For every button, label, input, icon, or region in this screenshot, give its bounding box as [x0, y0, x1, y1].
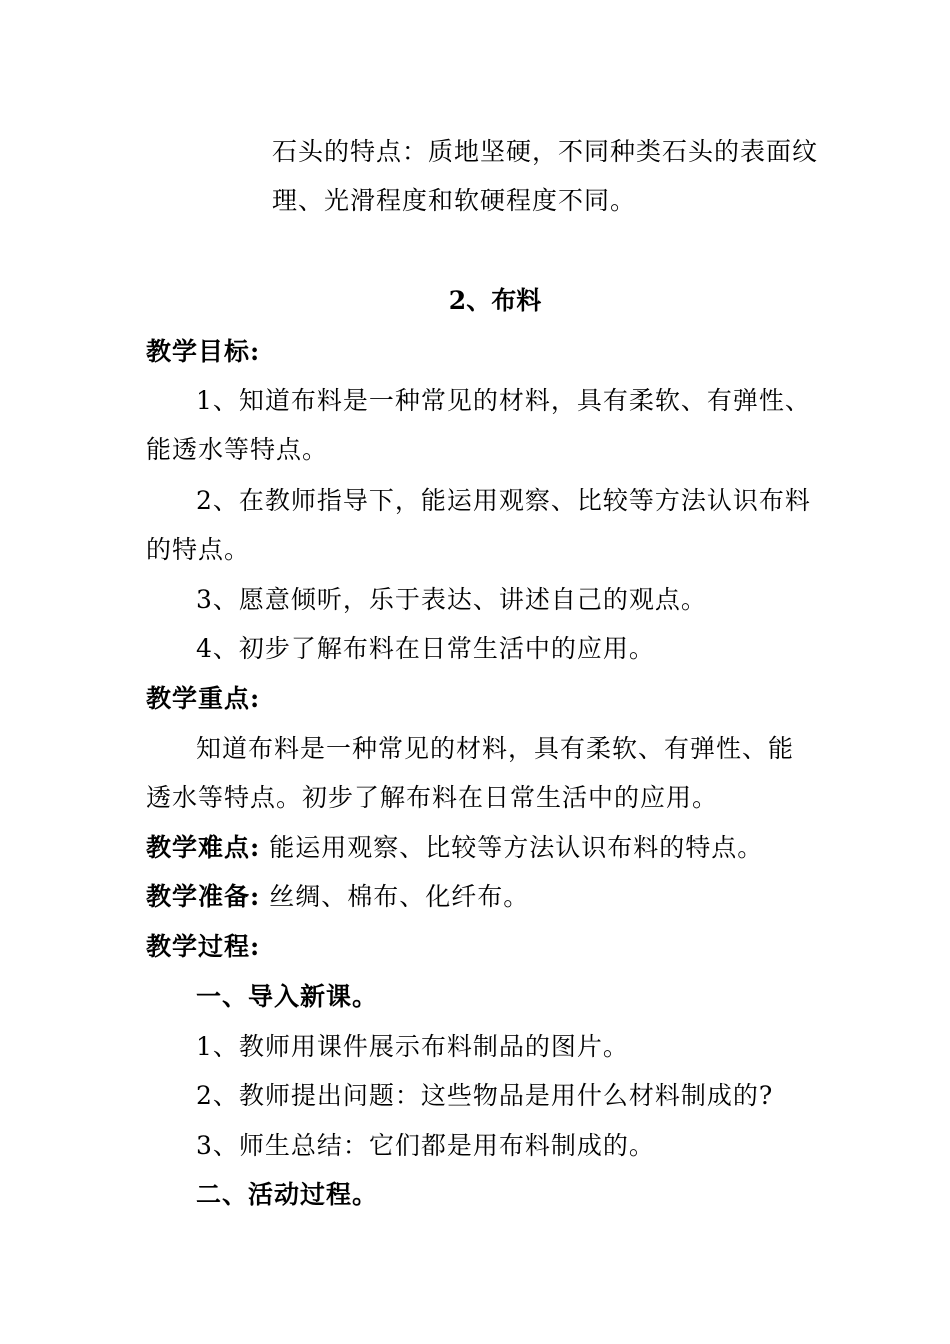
goal-item-3: 3、愿意倾听，乐于表达、讲述自己的观点。 — [196, 585, 707, 614]
process-part-1-heading: 一、导入新课。 — [196, 982, 379, 1011]
section-title: 2、布料 — [448, 286, 542, 315]
key-points-line-1: 知道布料是一种常见的材料，具有柔软、有弹性、能 — [196, 734, 795, 763]
process-part-1-item-3: 3、师生总结：它们都是用布料制成的。 — [196, 1131, 655, 1160]
goal-item-2-line-1: 2、在教师指导下，能运用观察、比较等方法认识布料 — [196, 486, 811, 515]
process-heading: 教学过程: — [146, 932, 261, 961]
key-points-line-2: 透水等特点。初步了解布料在日常生活中的应用。 — [146, 783, 719, 812]
goal-item-2-line-2: 的特点。 — [146, 535, 251, 564]
intro-line-2: 理、光滑程度和软硬程度不同。 — [272, 186, 637, 215]
preparation-row — [146, 881, 529, 913]
difficulty-heading: 教学难点: — [146, 833, 261, 862]
preparation-heading: 教学准备: — [146, 882, 261, 911]
key-points-heading: 教学重点: — [146, 684, 261, 713]
process-part-2-heading: 二、活动过程。 — [196, 1180, 379, 1209]
process-part-1-item-2: 2、教师提出问题：这些物品是用什么材料制成的? — [196, 1081, 774, 1110]
goal-item-1-line-2: 能透水等特点。 — [146, 435, 329, 464]
process-part-1-item-1: 1、教师用课件展示布料制品的图片。 — [196, 1032, 629, 1061]
preparation-text: 丝绸、棉布、化纤布。 — [269, 882, 530, 911]
intro-line-1: 石头的特点：质地坚硬，不同种类石头的表面纹 — [272, 137, 819, 166]
goals-heading: 教学目标: — [146, 337, 261, 366]
goal-item-4: 4、初步了解布料在日常生活中的应用。 — [196, 634, 655, 663]
difficulty-text: 能运用观察、比较等方法认识布料的特点。 — [269, 833, 764, 862]
goal-item-1-line-1: 1、知道布料是一种常见的材料，具有柔软、有弹性、 — [196, 386, 811, 415]
difficulty-row — [146, 832, 763, 864]
